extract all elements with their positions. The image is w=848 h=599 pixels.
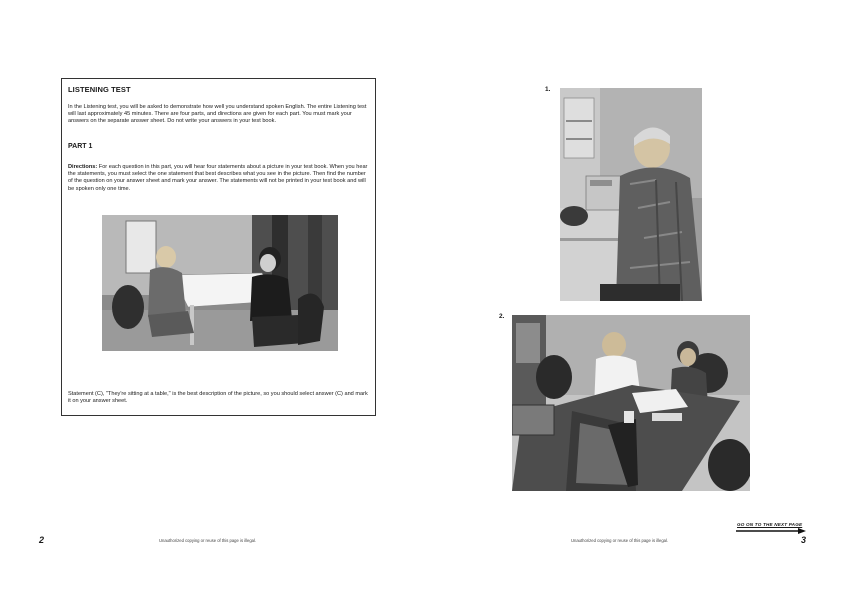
question-2-number: 2. [499,313,505,320]
footer-copyright-right: Unauthorized copying or reuse of this page is illegal. [571,538,669,543]
go-on-next-page-label: GO ON TO THE NEXT PAGE [737,522,803,527]
listening-test-box [61,78,376,416]
directions-label: Directions: [68,164,98,170]
arrow-right-icon [736,528,806,534]
page-number-left: 2 [39,535,45,545]
example-statement: Statement (C), "They're sitting at a table," is the best description of the picture, so you should select answer (C) and mark it on your answer sheet. [68,391,368,405]
directions-body: For each question in this part, you will hear four statements about a picture in your test book. When you hear the statements, you must select the one statement that best describes what you see in the picture. Then find the number of the question on your answer sheet and mark your answer. The statements will not be printed in your test book and will be spoken only one time. [68,164,368,192]
page-number-right: 3 [801,535,807,545]
question-1-photo-man-sewing [560,88,702,301]
directions-paragraph [68,164,368,193]
right-page [424,0,848,599]
question-2-photo-meeting-with-laptop [512,315,750,491]
listening-test-heading: LISTENING TEST [68,85,131,94]
intro-paragraph: In the Listening test, you will be asked to demonstrate how well you understand spoken English. The entire Listening test will last approximately 45 minutes. There are four parts, and directions are given for each part. You must mark your answers on the separate answer sheet. Do not write your answers in your test book. [68,104,367,125]
question-1-number: 1. [545,86,551,93]
sample-photo-two-women-at-table [102,215,338,351]
footer-copyright-left: Unauthorized copying or reuse of this page is illegal. [159,538,257,543]
part-1-heading: PART 1 [68,143,93,150]
